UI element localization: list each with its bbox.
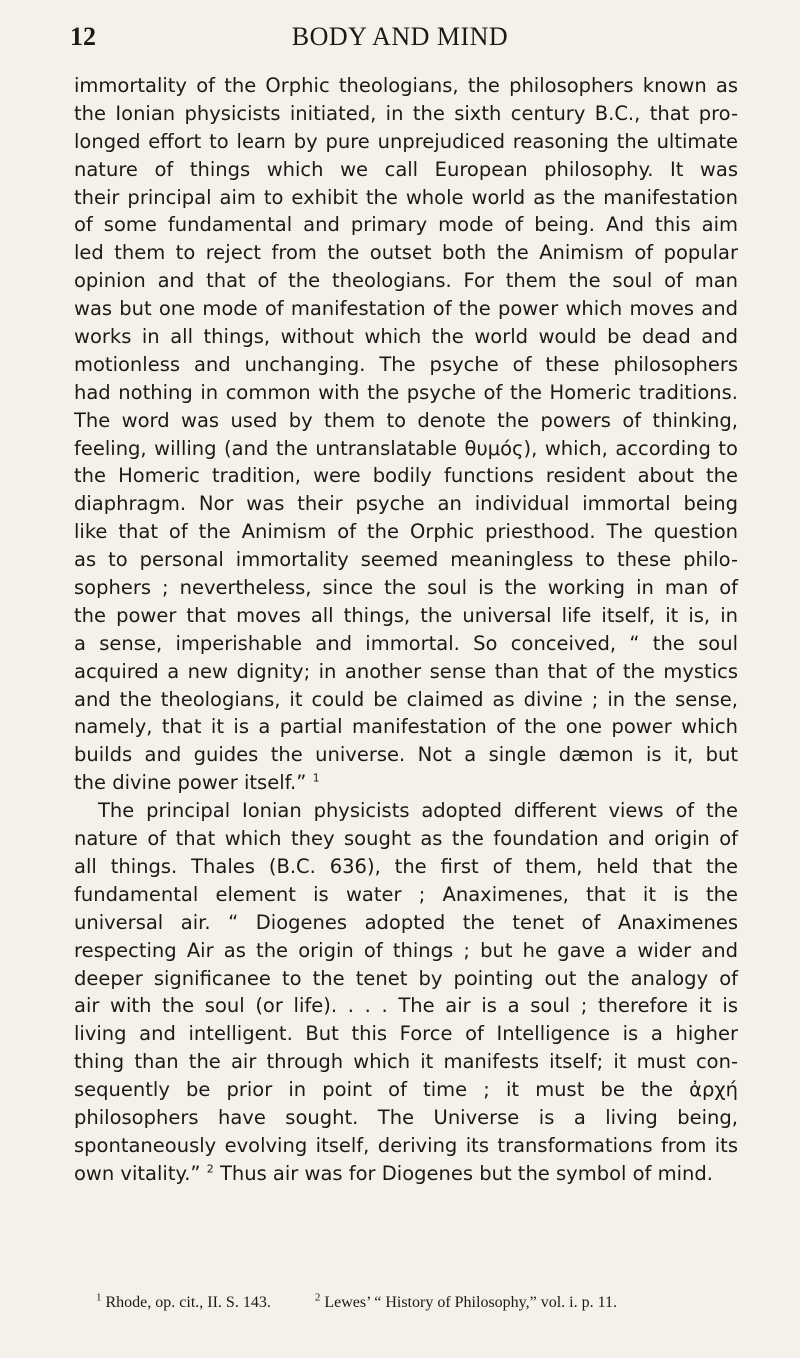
text-line: nature of things which we call European philosophy. It was <box>74 157 738 181</box>
text-line: diaphragm. Nor was their psyche an individual immortal being <box>74 492 738 516</box>
text-line: and the theologians, it could be claimed as divine ; in the sense, <box>74 687 738 711</box>
text-line: feeling, willing (and the untranslatable θυμός), which, according to <box>74 436 738 460</box>
footnote-ref-2: 2 <box>206 1162 214 1176</box>
paragraph-1 <box>74 72 738 797</box>
footnotes <box>96 1291 746 1312</box>
footnote-1 <box>96 1291 271 1312</box>
text-line: as to personal immortality seemed meaningless to these philo- <box>74 548 738 572</box>
page-header <box>70 18 730 58</box>
text-line: like that of the Animism of the Orphic priesthood. The question <box>74 520 738 544</box>
text-line: fundamental element is water ; Anaximenes, that it is the <box>74 882 738 906</box>
text-line: respecting Air as the origin of things ; but he gave a wider and <box>74 938 738 962</box>
text-line: builds and guides the universe. Not a single dæmon is it, but <box>74 743 738 767</box>
text-line: nature of that which they sought as the foundation and origin of <box>74 827 738 851</box>
text-line: the Ionian physicists initiated, in the sixth century B.C., that pro- <box>74 101 738 125</box>
text-line-final-b: Thus air was for Diogenes but the symbol of mind. <box>219 1161 713 1185</box>
text-line-final <box>74 1160 738 1188</box>
text-line: immortality of the Orphic theologians, the philosophers known as <box>74 74 738 97</box>
text-line: of some fundamental and primary mode of being. And this aim <box>74 213 738 237</box>
text-line: motionless and unchanging. The psyche of these philosophers <box>74 352 738 376</box>
footnote-text: Lewes’ “ History of Philosophy,” vol. i. p. 11. <box>324 1294 618 1311</box>
footnote-text: Rhode, op. cit., II. S. 143. <box>105 1294 271 1311</box>
footnote-2 <box>314 1291 618 1312</box>
text-line: The principal Ionian physicists adopted different views of the <box>98 799 738 823</box>
text-line: their principal aim to exhibit the whole world as the manifestation <box>74 185 738 209</box>
text-line: had nothing in common with the psyche of the Homeric traditions. <box>74 380 738 404</box>
text-line: spontaneously evolving itself, deriving its transformations from its <box>74 1133 738 1157</box>
text-line: sophers ; nevertheless, since the soul is the working in man of <box>74 576 738 600</box>
text-line: universal air. “ Diogenes adopted the tenet of Anaximenes <box>74 910 738 934</box>
text-line: air with the soul (or life). . . . The air is a soul ; therefore it is <box>74 994 738 1018</box>
text-line-final-text: the divine power itself.” <box>74 771 307 795</box>
text-line-final-a: own vitality.” <box>74 1161 201 1185</box>
text-line: sequently be prior in point of time ; it must be the ἀρχή <box>74 1078 738 1102</box>
text-line: the Homeric tradition, were bodily functions resident about the <box>74 464 738 488</box>
text-line: was but one mode of manifestation of the power which moves and <box>74 297 738 321</box>
paragraph-2 <box>74 797 738 1187</box>
text-line: longed effort to learn by pure unprejudiced reasoning the ultimate <box>74 129 738 153</box>
text-line: acquired a new dignity; in another sense than that of the mystics <box>74 659 738 683</box>
body-text <box>74 72 738 1188</box>
text-line: philosophers have sought. The Universe is a living being, <box>74 1105 738 1129</box>
text-line: thing than the air through which it manifests itself; it must con- <box>74 1050 738 1074</box>
text-line: all things. Thales (B.C. 636), the first of them, held that the <box>74 854 738 878</box>
footnote-ref-1: 1 <box>312 771 320 785</box>
text-line: The word was used by them to denote the powers of thinking, <box>74 408 738 432</box>
text-line: works in all things, without which the world would be dead and <box>74 325 738 349</box>
text-line: the power that moves all things, the universal life itself, it is, in <box>74 603 738 627</box>
footnote-mark: 1 <box>96 1291 102 1304</box>
text-line: namely, that it is a partial manifestation of the one power which <box>74 715 738 739</box>
running-title: BODY AND MIND <box>291 22 509 51</box>
text-line-final <box>74 769 738 797</box>
text-line: a sense, imperishable and immortal. So conceived, “ the soul <box>74 631 738 655</box>
text-line: opinion and that of the theologians. For them the soul of man <box>74 269 738 293</box>
footnote-mark: 2 <box>314 1291 321 1304</box>
text-line: led them to reject from the outset both the Animism of popular <box>74 241 738 265</box>
text-line: deeper significanee to the tenet by pointing out the analogy of <box>74 966 738 990</box>
text-line: living and intelligent. But this Force of Intelligence is a higher <box>74 1022 738 1046</box>
page-number: 12 <box>70 22 96 51</box>
